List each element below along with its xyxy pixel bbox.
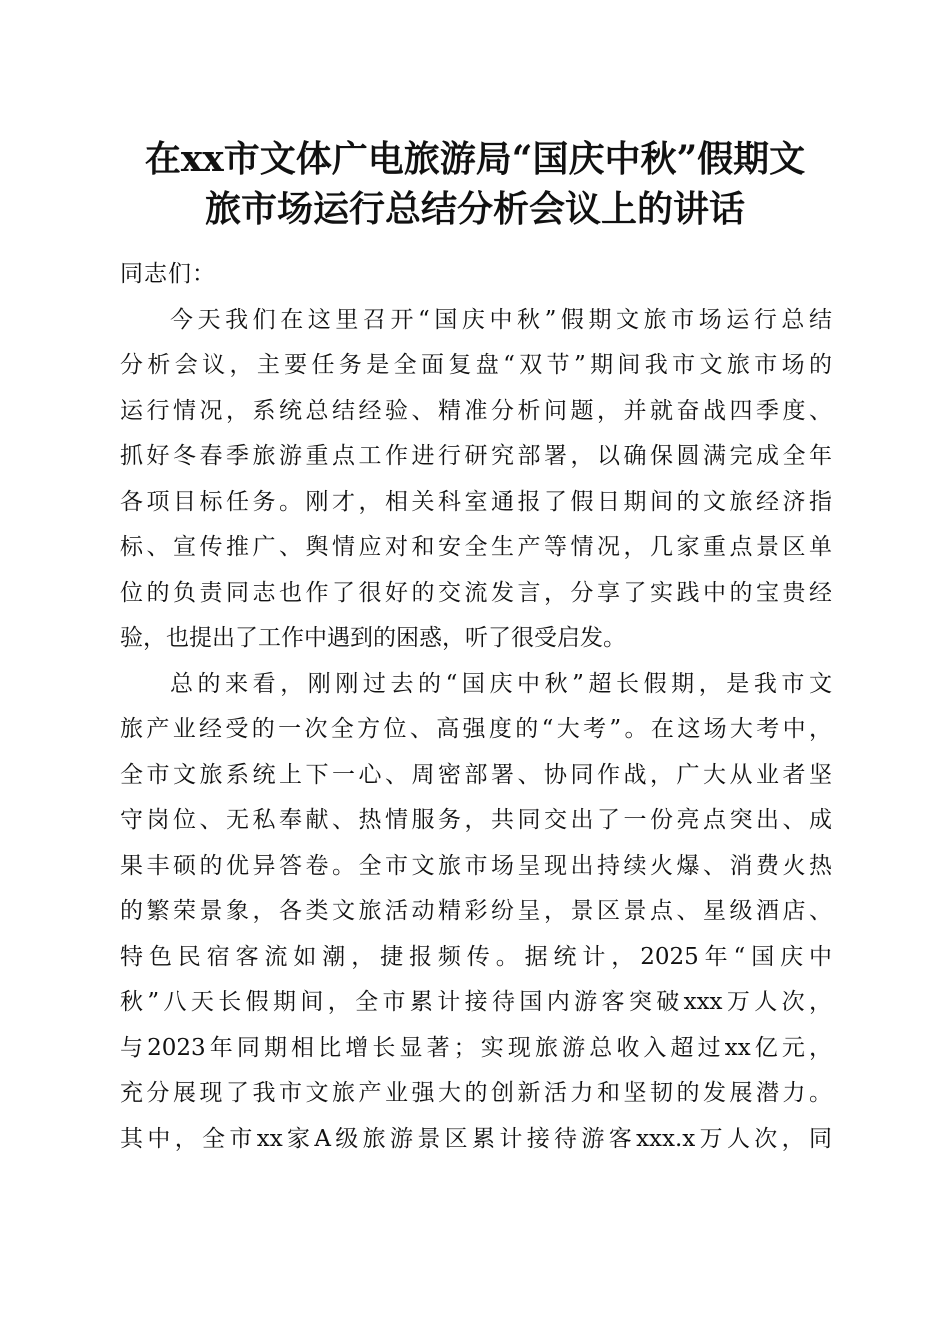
paragraph-line: 其中，全市xx家A级旅游景区累计接待游客xxx.x万人次，同 [120, 1125, 832, 1152]
title-line: 旅市场运行总结分析会议上的讲话 [204, 188, 745, 230]
paragraph-line: 抓好冬春季旅游重点工作进行研究部署，以确保圆满完成全年 [120, 443, 832, 469]
paragraph-line: 的繁荣景象，各类文旅活动精彩纷呈，景区景点、星级酒店、 [120, 898, 832, 924]
paragraph-1 [120, 298, 832, 662]
paragraph-line: 守岗位、无私奉献、热情服务，共同交出了一份亮点突出、成 [120, 807, 832, 833]
paragraph-line: 位的负责同志也作了很好的交流发言，分享了实践中的宝贵经 [120, 579, 832, 606]
paragraph-line: 果丰硕的优异答卷。全市文旅市场呈现出持续火爆、消费火热 [120, 852, 832, 879]
paragraph-line: 标、宣传推广、舆情应对和安全生产等情况，几家重点景区单 [120, 534, 832, 560]
paragraph-line: 全市文旅系统上下一心、周密部署、协同作战，广大从业者坚 [120, 761, 832, 788]
paragraph-line: 秋”八天长假期间，全市累计接待国内游客突破xxx万人次， [120, 989, 832, 1015]
paragraph-line: 分析会议，主要任务是全面复盘“双节”期间我市文旅市场的 [120, 352, 832, 378]
paragraph-line: 验，也提出了工作中遇到的困惑，听了很受启发。 [120, 625, 626, 651]
paragraph-line: 各项目标任务。刚才，相关科室通报了假日期间的文旅经济指 [120, 488, 832, 515]
title-line: 在xx市文体广电旅游局“国庆中秋”假期文 [144, 138, 806, 180]
paragraph-line: 充分展现了我市文旅产业强大的创新活力和坚韧的发展潜力。 [120, 1080, 832, 1106]
paragraph-line: 今天我们在这里召开“国庆中秋”假期文旅市场运行总结 [170, 306, 832, 333]
salutation: 同志们： [120, 261, 216, 287]
paragraph-line: 运行情况，系统总结经验、精准分析问题，并就奋战四季度、 [120, 397, 832, 424]
paragraph-2 [120, 662, 832, 1163]
document-title [100, 134, 850, 234]
paragraph-line: 与2023年同期相比增长显著；实现旅游总收入超过xx亿元， [120, 1034, 832, 1061]
paragraph-line: 旅产业经受的一次全方位、高强度的“大考”。在这场大考中， [120, 716, 832, 742]
paragraph-line: 特色民宿客流如潮，捷报频传。据统计，2025年“国庆中 [120, 943, 832, 970]
document-body [120, 252, 832, 1162]
paragraph-line: 总的来看，刚刚过去的“国庆中秋”超长假期，是我市文 [170, 670, 832, 697]
